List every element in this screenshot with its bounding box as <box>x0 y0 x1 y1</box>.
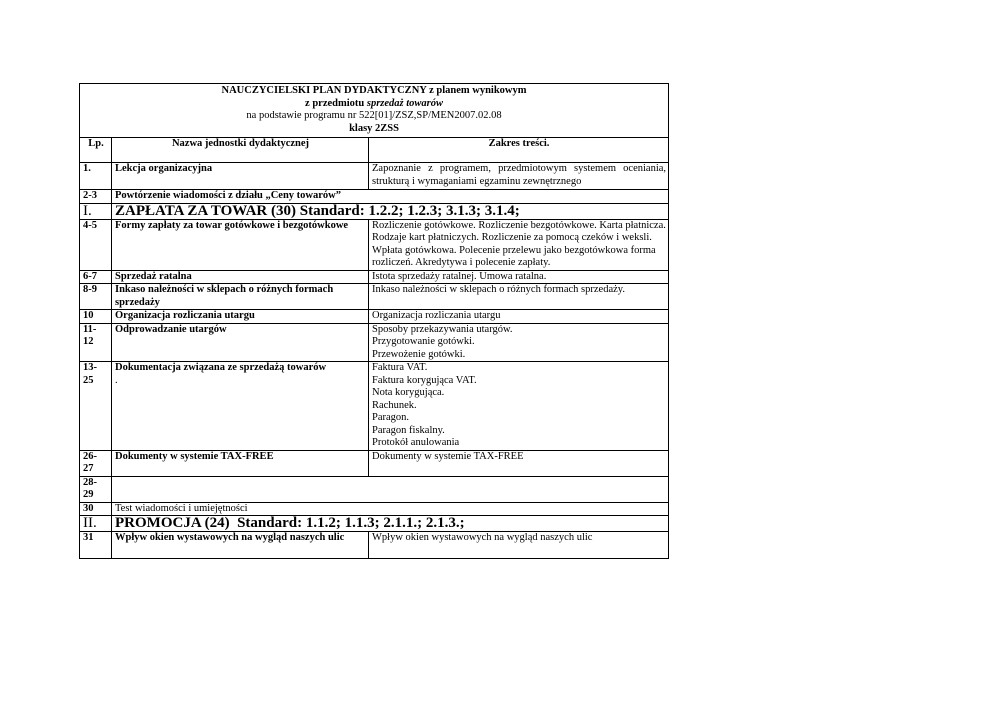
row-title <box>112 362 369 451</box>
table-row <box>80 450 669 476</box>
row-scope: Inkaso należności w sklepach o różnych formach sprzedaży. <box>369 284 669 310</box>
row-lp: 26- 27 <box>80 450 112 476</box>
table-row <box>80 476 669 502</box>
column-header-unit: Nazwa jednostki dydaktycznej <box>112 138 369 163</box>
row-lp: 1. <box>80 163 112 190</box>
plan-header <box>80 84 669 138</box>
lesson-plan-table <box>79 83 669 559</box>
plan-title: NAUCZYCIELSKI PLAN DYDAKTYCZNY z planem wynikowym <box>221 85 527 96</box>
section-heading-row <box>80 516 669 532</box>
scope-line: Paragon. <box>372 412 410 423</box>
table-row <box>80 190 669 204</box>
document-page <box>79 83 668 559</box>
scope-line: Rachunek. <box>372 399 417 411</box>
row-lp: 4-5 <box>80 219 112 270</box>
scope-line: Przewożenie gotówki. <box>372 348 466 360</box>
row-lp: 28- 29 <box>80 476 112 502</box>
scope-line: Sposoby przekazywania utargów. <box>372 323 513 335</box>
table-row <box>80 323 669 362</box>
section-heading-row <box>80 203 669 219</box>
row-lp: 6-7 <box>80 270 112 284</box>
row-title-extra: . <box>115 374 118 386</box>
program-reference: na podstawie programu nr 522[01]/ZSZ,SP/MEN2007.02.08 <box>246 110 502 121</box>
row-scope: Wpływ okien wystawowych na wygląd naszych ulic <box>369 532 669 559</box>
column-header-lp: Lp. <box>80 138 112 163</box>
row-lp: 10 <box>80 310 112 324</box>
subject-name: sprzedaż towarów <box>366 97 443 109</box>
table-row <box>80 163 669 190</box>
scope-line: Protokół anulowania <box>372 437 460 448</box>
column-headers-row <box>80 138 669 163</box>
row-scope <box>369 323 669 362</box>
plan-subject-line <box>82 98 666 111</box>
scope-line: Faktura korygująca VAT. <box>372 374 477 386</box>
row-empty <box>112 476 669 502</box>
row-scope: Rozliczenie gotówkowe. Rozliczenie bezgotówkowe. Karta płatnicza. Rodzaje kart płatniczych. Rozliczenie za pomocą czeków i weksli. Wpłata gotówkowa. Polecenie przelewu jako bezgotówkowa forma rozliczeń. Akredytywa i polecenie zapłaty. <box>369 219 669 270</box>
row-lp: 30 <box>80 502 112 516</box>
scope-line: Faktura VAT. <box>372 362 428 373</box>
subject-prefix: z przedmiotu <box>305 97 367 109</box>
scope-line: Paragon fiskalny. <box>372 424 445 436</box>
table-row <box>80 310 669 324</box>
row-title: Inkaso należności w sklepach o różnych formach sprzedaży <box>112 284 369 310</box>
table-row <box>80 219 669 270</box>
table-row <box>80 270 669 284</box>
row-scope: Istota sprzedaży ratalnej. Umowa ratalna. <box>369 270 669 284</box>
row-title: Organizacja rozliczania utargu <box>112 310 369 324</box>
scope-line: Nota korygująca. <box>372 387 445 398</box>
section-number: II. <box>80 516 112 532</box>
row-title: Sprzedaż ratalna <box>112 270 369 284</box>
row-title-text: Dokumentacja związana ze sprzedażą towarów <box>115 362 327 373</box>
row-scope <box>369 362 669 451</box>
table-header-row <box>80 84 669 138</box>
table-row <box>80 284 669 310</box>
row-title: Powtórzenie wiadomości z działu „Ceny towarów” <box>112 190 669 204</box>
section-title: PROMOCJA (24) Standard: 1.1.2; 1.1.3; 2.1.1.; 2.1.3.; <box>112 516 669 532</box>
class-label: klasy 2ZSS <box>349 122 399 134</box>
row-lp: 31 <box>80 532 112 559</box>
row-scope: Zapoznanie z programem, przedmiotowym systemem oceniania, strukturą i wymaganiami egzaminu zewnętrznego <box>369 163 669 190</box>
column-header-scope: Zakres treści. <box>369 138 669 163</box>
row-lp: 11- 12 <box>80 323 112 362</box>
section-title: ZAPŁATA ZA TOWAR (30) Standard: 1.2.2; 1.2.3; 3.1.3; 3.1.4; <box>112 203 669 219</box>
row-lp: 2-3 <box>80 190 112 204</box>
section-number: I. <box>80 203 112 219</box>
table-row <box>80 362 669 451</box>
row-scope: Dokumenty w systemie TAX-FREE <box>369 450 669 476</box>
row-title: Lekcja organizacyjna <box>112 163 369 190</box>
scope-line: Przygotowanie gotówki. <box>372 336 475 347</box>
row-title: Wpływ okien wystawowych na wygląd naszych ulic <box>112 532 369 559</box>
row-title: Formy zapłaty za towar gotówkowe i bezgotówkowe <box>112 219 369 270</box>
row-lp: 8-9 <box>80 284 112 310</box>
table-row <box>80 532 669 559</box>
row-title: Test wiadomości i umiejętności <box>112 502 669 516</box>
row-lp: 13- 25 <box>80 362 112 451</box>
row-title: Odprowadzanie utargów <box>112 323 369 362</box>
row-title: Dokumenty w systemie TAX-FREE <box>112 450 369 476</box>
row-scope: Organizacja rozliczania utargu <box>369 310 669 324</box>
table-row <box>80 502 669 516</box>
